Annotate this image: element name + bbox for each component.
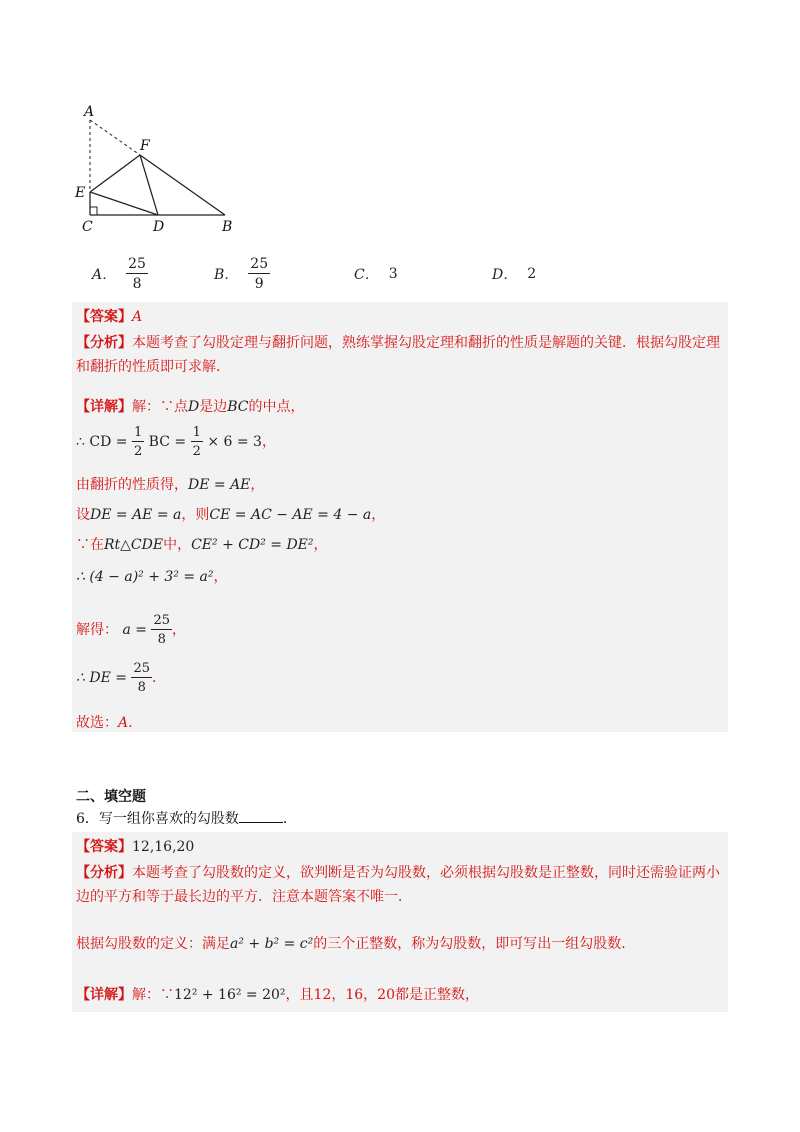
math-text: a² + b² = c² bbox=[230, 936, 314, 952]
detail-text: ∵在 bbox=[76, 537, 104, 553]
analysis-text: 本题考查了勾股定理与翻折问题，熟练掌握勾股定理和翻折的性质是解题的关键．根据勾股定理和翻折的性质即可求解． bbox=[76, 335, 720, 375]
math-bc: BC bbox=[227, 399, 249, 415]
analysis-line bbox=[76, 331, 724, 379]
punct: ． bbox=[128, 715, 143, 731]
equation-cd bbox=[76, 426, 276, 458]
answer-line bbox=[76, 836, 194, 856]
detail-text: 根据勾股数的定义：满足 bbox=[76, 936, 230, 952]
detail-text: 是边 bbox=[199, 399, 228, 415]
numerator: 25 bbox=[250, 256, 269, 272]
denominator: 8 bbox=[157, 632, 166, 647]
answer-value: A bbox=[132, 309, 143, 325]
choice-letter: B． bbox=[214, 267, 239, 283]
question-stem: 6．写一组你喜欢的勾股数 bbox=[76, 811, 239, 827]
triangle-diagram bbox=[70, 100, 250, 240]
choice-fraction bbox=[248, 257, 270, 291]
numerator: 1 bbox=[133, 425, 143, 440]
punct: ， bbox=[313, 537, 328, 553]
choice-letter: A． bbox=[92, 267, 117, 283]
solve-line bbox=[76, 614, 186, 646]
math-text: BC = bbox=[148, 434, 187, 450]
choice-a[interactable] bbox=[92, 254, 148, 294]
answer-tag: 【答案】 bbox=[76, 309, 132, 325]
geometry-figure bbox=[70, 100, 250, 240]
choose-line bbox=[76, 712, 142, 732]
numerator: 25 bbox=[128, 256, 146, 272]
section-title: 二、填空题 bbox=[76, 789, 146, 805]
choice-d[interactable] bbox=[492, 254, 536, 294]
detail-text: ，且12，16，20都是正整数， bbox=[285, 987, 479, 1003]
analysis-tag: 【分析】 bbox=[76, 865, 132, 881]
math-text: ∴ DE = bbox=[76, 670, 127, 686]
choice-letter: D． bbox=[492, 267, 518, 283]
answer-tag: 【答案】 bbox=[76, 839, 132, 855]
detail-text: ，则 bbox=[181, 507, 210, 523]
answer-choices bbox=[92, 254, 712, 294]
punct: ， bbox=[171, 622, 186, 638]
label-b: B bbox=[222, 219, 233, 235]
choice-letter: C． bbox=[354, 267, 379, 283]
analysis-tag: 【分析】 bbox=[76, 335, 132, 351]
let-line bbox=[76, 504, 385, 524]
label-c: C bbox=[82, 219, 93, 235]
detail-text: 故选： bbox=[76, 715, 118, 731]
pythagoras-line bbox=[76, 534, 328, 554]
choice-value: 3 bbox=[388, 266, 398, 282]
detail-text: 解：∵点 bbox=[132, 399, 188, 415]
denominator: 2 bbox=[133, 444, 143, 459]
answer-blank[interactable] bbox=[239, 810, 283, 823]
detail-text: 解得： bbox=[76, 622, 118, 638]
segment-ef bbox=[90, 155, 140, 192]
fraction-25-8 bbox=[151, 614, 172, 646]
segment-fb bbox=[140, 155, 225, 215]
segment-fd bbox=[140, 155, 158, 215]
numerator: 25 bbox=[133, 661, 150, 676]
punct: ． bbox=[151, 670, 166, 686]
segment-ed bbox=[90, 192, 158, 215]
detail-text: 的三个正整数，称为勾股数，即可写出一组勾股数． bbox=[313, 936, 636, 952]
denominator: 8 bbox=[132, 276, 142, 292]
dashed-segment-af bbox=[90, 120, 140, 155]
label-e: E bbox=[75, 185, 86, 201]
fraction-25-8 bbox=[131, 662, 152, 694]
analysis-line bbox=[76, 861, 724, 909]
label-a: A bbox=[84, 104, 95, 120]
denominator: 9 bbox=[254, 276, 264, 292]
detail-text: 设 bbox=[76, 507, 90, 523]
punct: ， bbox=[250, 477, 265, 493]
fraction-half bbox=[191, 426, 203, 458]
equation-line bbox=[76, 566, 228, 586]
math-text: DE = AE bbox=[188, 477, 251, 493]
detail-text: 中， bbox=[163, 537, 192, 553]
math-text: Rt△CDE bbox=[104, 537, 164, 553]
detail-text: 的中点， bbox=[248, 399, 305, 415]
math-text: ∴ CD = bbox=[76, 434, 128, 450]
definition-line bbox=[76, 933, 635, 953]
punct: ， bbox=[371, 507, 386, 523]
detail-text: 由翻折的性质得， bbox=[76, 477, 188, 493]
choice-value: 2 bbox=[527, 266, 537, 282]
math-text: ∴ (4 − a)² + 3² = a² bbox=[76, 569, 214, 585]
math-text: 12² + 16² = 20² bbox=[174, 987, 286, 1003]
choice-fraction bbox=[126, 257, 148, 291]
answer-value: A bbox=[118, 715, 129, 731]
detail-tag: 【详解】 bbox=[76, 987, 132, 1003]
detail-line bbox=[76, 396, 305, 416]
choice-c[interactable] bbox=[354, 254, 398, 294]
detail-text: 解：∵ bbox=[132, 987, 174, 1003]
label-f: F bbox=[140, 138, 150, 154]
math-text: a = bbox=[122, 622, 147, 638]
math-text: CE² + CD² = DE² bbox=[191, 537, 314, 553]
right-angle-mark bbox=[90, 207, 97, 215]
math-text: CE = AC − AE = 4 − a bbox=[209, 507, 372, 523]
math-text: × 6 = 3 bbox=[207, 434, 262, 450]
punct: ， bbox=[213, 569, 228, 585]
punct: ． bbox=[282, 811, 297, 827]
punct: ， bbox=[261, 434, 276, 450]
analysis-text: 本题考查了勾股数的定义，欲判断是否为勾股数，必须根据勾股数是正整数，同时还需验证两小边的平方和等于最长边的平方．注意本题答案不唯一． bbox=[76, 865, 720, 905]
detail-tag: 【详解】 bbox=[76, 399, 132, 415]
answer-line bbox=[76, 306, 142, 326]
choice-b[interactable] bbox=[214, 254, 270, 294]
answer-value: 12,16,20 bbox=[132, 839, 195, 855]
fold-property-line bbox=[76, 474, 264, 494]
question-6 bbox=[76, 808, 297, 828]
numerator: 25 bbox=[153, 613, 170, 628]
detail-line bbox=[76, 984, 479, 1004]
math-text: DE = AE = a bbox=[90, 507, 182, 523]
math-d: D bbox=[188, 399, 200, 415]
denominator: 8 bbox=[137, 680, 146, 695]
fraction-half bbox=[132, 426, 144, 458]
conclusion-line bbox=[76, 662, 166, 694]
label-d: D bbox=[153, 219, 165, 235]
denominator: 2 bbox=[192, 444, 201, 459]
numerator: 1 bbox=[192, 425, 201, 440]
